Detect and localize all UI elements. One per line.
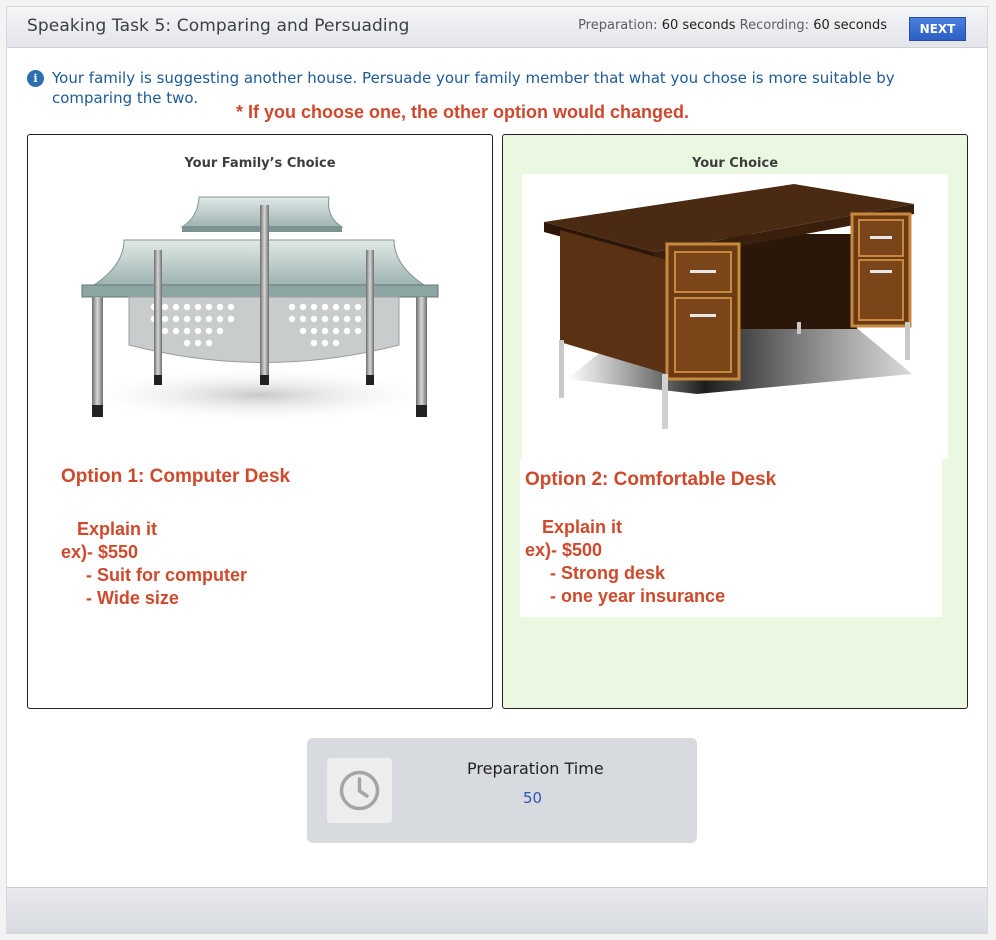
preparation-timer	[307, 738, 697, 843]
option-2-details	[525, 516, 776, 608]
prep-value: 60 seconds	[661, 18, 736, 33]
rec-value: 60 seconds	[813, 18, 887, 33]
card-title: Your Family’s Choice	[184, 156, 336, 171]
option-2-line: ex)- $500	[525, 540, 603, 560]
your-choice-card[interactable]	[502, 134, 968, 709]
card-title: Your Choice	[691, 156, 779, 171]
instruction-text: Your family is suggesting another house. Persuade your family member that what you chose is more suitable by comparing the two.	[52, 69, 895, 107]
comfortable-desk-image	[522, 174, 948, 459]
option-1-line: Explain it	[77, 519, 158, 539]
computer-desk-image	[64, 185, 454, 435]
option-1-line: - Wide size	[61, 588, 179, 608]
option-2-line: - Strong desk	[525, 563, 666, 583]
option-1-details	[61, 518, 290, 610]
prep-label: Preparation:	[578, 18, 658, 33]
option-2-line: Explain it	[542, 517, 623, 537]
timer-label: Preparation Time	[467, 759, 604, 778]
option-2	[525, 469, 776, 608]
task-window	[6, 6, 988, 934]
warning-note: * If you choose one, the other option would changed.	[236, 102, 690, 122]
rec-label: Recording:	[739, 18, 810, 33]
footer-bar	[7, 887, 987, 933]
option-2-line: - one year insurance	[525, 586, 726, 606]
task-title: Speaking Task 5: Comparing and Persuading	[27, 16, 410, 36]
header-bar	[7, 7, 987, 48]
option-1-line: ex)- $550	[61, 542, 139, 562]
option-1-line: - Suit for computer	[61, 565, 248, 585]
info-icon: i	[27, 70, 44, 87]
option-1	[61, 466, 290, 610]
option-2-title: Option 2: Comfortable Desk	[525, 469, 777, 490]
next-button[interactable]: NEXT	[909, 17, 966, 41]
timer-countdown: 50	[523, 789, 543, 807]
timing-info	[578, 18, 887, 33]
option-1-title: Option 1: Computer Desk	[61, 466, 291, 487]
family-choice-card[interactable]	[27, 134, 493, 709]
clock-icon	[327, 758, 392, 823]
